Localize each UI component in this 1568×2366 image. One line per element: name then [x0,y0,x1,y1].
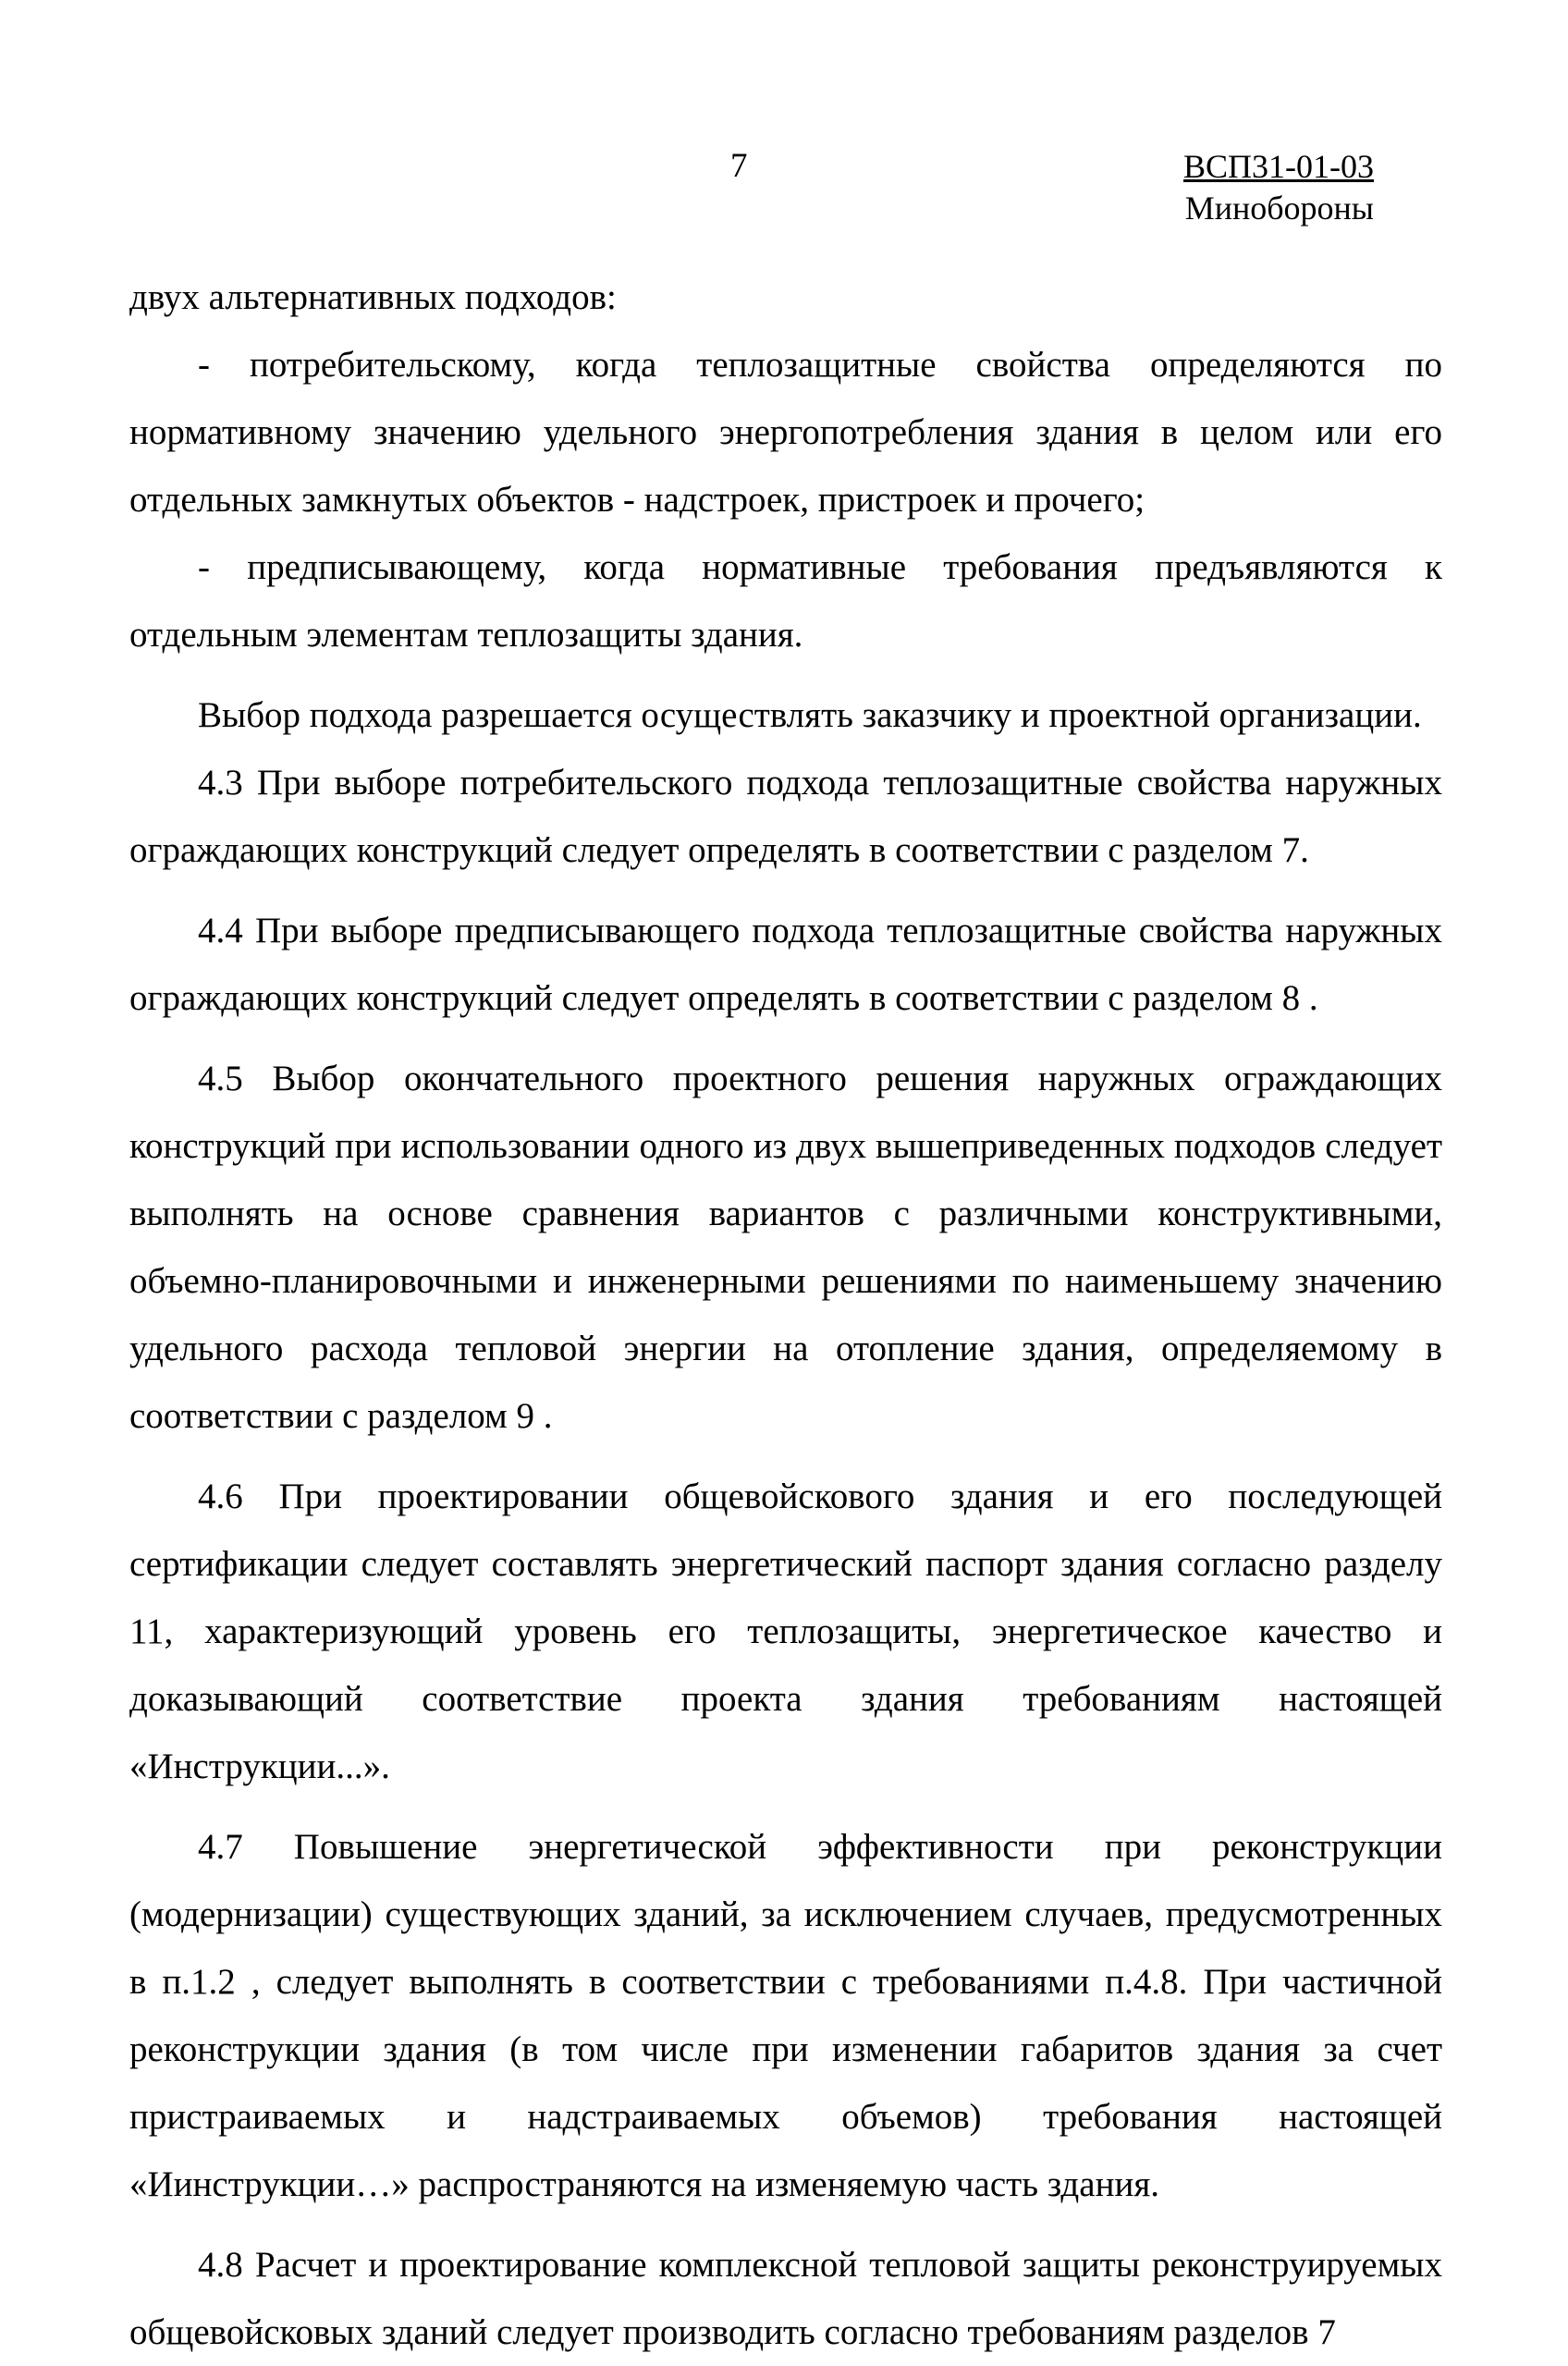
paragraph: 4.3 При выборе потребительского подхода теплозащитные свойства наружных ограждающих конструкций следует определять в соответствии с разделом 7. [129,763,1442,870]
page-number: 7 [730,147,748,185]
paragraph: Выбор подхода разрешается осуществлять заказчику и проектной организации. [198,695,1422,735]
document-code: ВСП31-01-03 [1183,148,1374,185]
paragraph: - потребительскому, когда теплозащитные свойства определяются по нормативному значению удельного энергопотребления здания в целом или его отдельных замкнутых объектов - надстроек, пристроек и прочего; [129,345,1442,520]
paragraph: 4.4 При выборе предписывающего подхода теплозащитные свойства наружных ограждающих конструкций следует определять в соответствии с разделом 8 . [129,911,1442,1018]
document-header [1183,146,1374,229]
document-body [129,264,1442,2366]
organization-name: Минобороны [1184,190,1374,227]
paragraph: - предписывающему, когда нормативные требования предъявляются к отдельным элементам теплозащиты здания. [129,547,1442,655]
paragraph: 4.8 Расчет и проектирование комплексной тепловой защиты реконструируемых общевойсковых зданий следует производить согласно требованиям разделов 7 [129,2245,1442,2352]
paragraph: 4.5 Выбор окончательного проектного решения наружных ограждающих конструкций при использовании одного из двух вышеприведенных подходов следует выполнять на основе сравнения вариантов с различными конструктивными, объемно-планировочными и инженерными решениями по наименьшему значению удельного расхода тепловой энергии на отопление здания, определяемому в соответствии с разделом 9 . [129,1059,1442,1436]
paragraph: 4.6 При проектировании общевойскового здания и его последующей сертификации следует составлять энергетический паспорт здания согласно разделу 11, характеризующий уровень его теплозащиты, энергетическое качество и доказывающий соответствие проекта здания требованиям настоящей «Инструкции...». [129,1477,1442,1786]
paragraph: двух альтернативных подходов: [129,277,617,317]
paragraph: 4.7 Повышение энергетической эффективности при реконструкции (модернизации) существующих зданий, за исключением случаев, предусмотренных в п.1.2 , следует выполнять в соответствии с требованиями п.4.8. При частичной реконструкции здания (в том числе при изменении габаритов здания за счет пристраиваемых и надстраиваемых объемов) требования настоящей «Иинструкции…» распространяются на изменяемую часть здания. [129,1827,1442,2204]
